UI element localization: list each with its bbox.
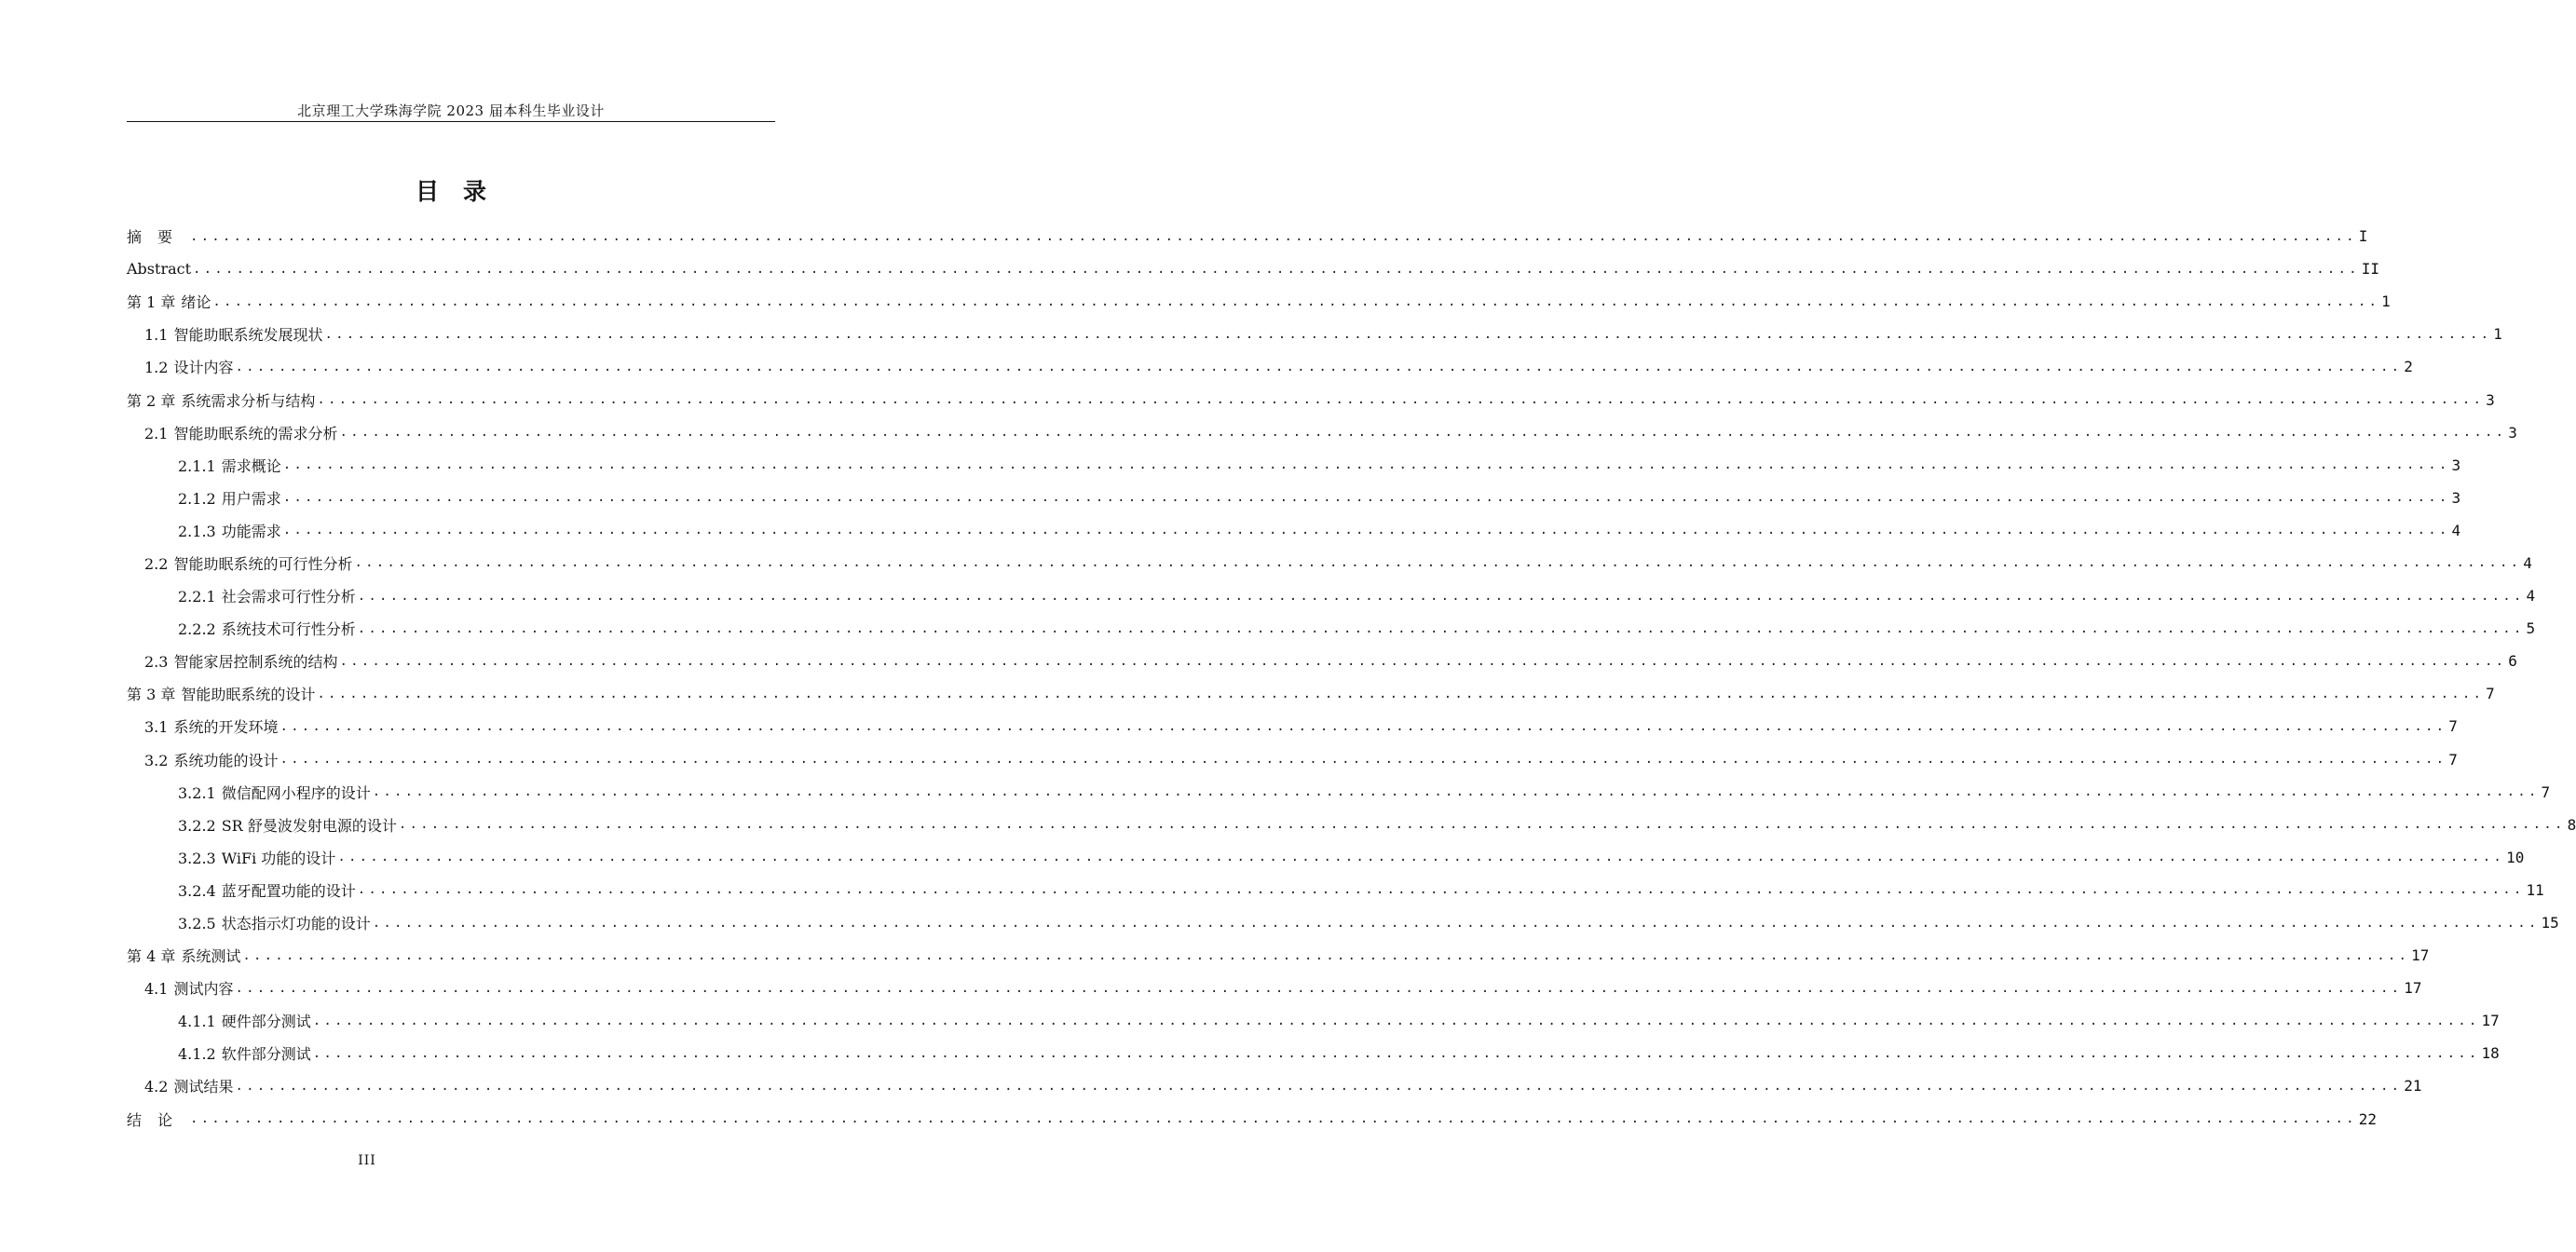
table-of-contents: [127, 220, 2576, 1136]
dot-leader: ........................................................................................................................................................................................................: [190, 1111, 2357, 1127]
dot-leader: ........................................................................................................................................................................................................: [282, 490, 2450, 506]
toc-entry-label: [178, 782, 371, 803]
header-rule: [127, 121, 775, 122]
toc-entry-label: [144, 552, 352, 574]
toc-entry-text: 测试内容: [173, 980, 234, 999]
toc-entry-page: 18: [2481, 1044, 2500, 1063]
toc-entry[interactable]: [127, 677, 2495, 710]
toc-entry-text: 系统测试: [181, 947, 241, 966]
toc-entry-page: 10: [2506, 848, 2525, 866]
toc-entry-label: [178, 1042, 311, 1064]
dot-leader: ........................................................................................................................................................................................................: [279, 752, 2447, 768]
toc-entry[interactable]: [127, 285, 2391, 318]
toc-entry-number: 3.1: [144, 718, 169, 737]
toc-entry[interactable]: [127, 1103, 2378, 1136]
toc-entry-number: 3.2.2: [178, 816, 216, 835]
toc-entry-page: 3: [2486, 390, 2495, 409]
dot-leader: ........................................................................................................................................................................................................: [357, 882, 2525, 898]
toc-entry-page: 21: [2404, 1077, 2422, 1096]
dot-leader: ........................................................................................................................................................................................................: [339, 653, 2507, 669]
toc-entry-page: 17: [2411, 946, 2430, 965]
toc-entry-text: 功能需求: [221, 522, 281, 540]
toc-entry-label: [127, 683, 315, 704]
toc-entry[interactable]: [127, 579, 2536, 612]
toc-entry-text: SR 舒曼波发射电源的设计: [221, 816, 397, 835]
dot-leader: ........................................................................................................................................................................................................: [190, 228, 2357, 244]
dot-leader: ........................................................................................................................................................................................................: [279, 718, 2447, 734]
dot-leader: ........................................................................................................................................................................................................: [339, 425, 2507, 441]
toc-entry[interactable]: [127, 710, 2458, 742]
toc-entry[interactable]: [127, 547, 2532, 579]
toc-entry-label: [144, 323, 322, 345]
toc-entry-label: [144, 749, 278, 770]
toc-entry-text: 用户需求: [221, 489, 281, 508]
toc-entry-page: 7: [2486, 685, 2495, 703]
toc-entry-number: 1.2: [144, 359, 169, 377]
toc-entry-label: [178, 618, 356, 639]
toc-entry[interactable]: [127, 1037, 2500, 1069]
toc-entry-number: 2.1.2: [178, 489, 216, 508]
toc-entry-text: 测试结果: [173, 1078, 234, 1096]
toc-entry-number: 第 2 章: [127, 391, 176, 410]
toc-entry-number: 第 4 章: [127, 947, 176, 966]
toc-entry-page: 4: [2526, 587, 2536, 606]
toc-entry[interactable]: [127, 449, 2461, 482]
toc-entry-number: 3.2.5: [178, 915, 216, 933]
toc-entry-page: 11: [2526, 880, 2544, 899]
toc-entry-number: 2.2.2: [178, 620, 216, 639]
dot-leader: ........................................................................................................................................................................................................: [212, 293, 2380, 309]
toc-entry-label: [178, 487, 281, 509]
toc-entry-number: 2.2.1: [178, 588, 216, 606]
toc-entry-number: 第 1 章: [127, 293, 176, 312]
toc-entry-label: [127, 1109, 188, 1130]
toc-entry-number: 2.1.3: [178, 522, 216, 540]
toc-entry-text: 绪论: [181, 293, 211, 312]
toc-entry-text: WiFi 功能的设计: [221, 849, 336, 867]
dot-leader: ........................................................................................................................................................................................................: [337, 850, 2505, 865]
toc-entry-label: [144, 1075, 233, 1096]
toc-entry-number: 4.1: [144, 980, 169, 999]
dot-leader: ........................................................................................................................................................................................................: [357, 588, 2525, 604]
dot-leader: ........................................................................................................................................................................................................: [193, 261, 2360, 277]
toc-entry-number: 3.2.4: [178, 881, 216, 900]
toc-entry-number: 3.2.3: [178, 849, 216, 867]
toc-entry-label: [127, 945, 240, 966]
toc-entry-page: 3: [2451, 488, 2461, 507]
toc-entry[interactable]: [127, 809, 2576, 841]
toc-entry-label: [178, 847, 335, 868]
toc-entry-text: 系统技术可行性分析: [221, 620, 356, 639]
toc-entry-number: 4.1.2: [178, 1045, 216, 1064]
toc-entry[interactable]: [127, 220, 2368, 252]
toc-entry-number: 1.1: [144, 326, 169, 345]
toc-entry-label: [144, 715, 278, 737]
toc-entry[interactable]: [127, 972, 2422, 1004]
toc-entry-page: 2: [2404, 358, 2413, 376]
toc-entry-page: 17: [2404, 979, 2422, 998]
toc-entry-text: 设计内容: [173, 359, 234, 377]
toc-entry-label: [178, 455, 281, 476]
toc-entry-number: 第 3 章: [127, 686, 176, 704]
toc-entry-text: 硬件部分测试: [221, 1013, 311, 1031]
toc-entry-page: I: [2358, 227, 2368, 246]
toc-entry-number: 2.1: [144, 424, 169, 442]
dot-leader: ........................................................................................................................................................................................................: [372, 915, 2540, 931]
toc-entry-page: II: [2361, 260, 2380, 279]
toc-entry[interactable]: [127, 743, 2458, 776]
dot-leader: ........................................................................................................................................................................................................: [324, 326, 2492, 342]
toc-entry-number: 4.2: [144, 1078, 169, 1096]
toc-entry-text: 系统需求分析与结构: [181, 391, 316, 410]
toc-entry-label: [178, 879, 356, 901]
toc-entry[interactable]: [127, 906, 2559, 939]
dot-leader: ........................................................................................................................................................................................................: [372, 784, 2540, 800]
toc-entry-text: 智能助眠系统的需求分析: [173, 424, 338, 442]
dot-leader: ........................................................................................................................................................................................................: [282, 523, 2450, 538]
toc-entry-page: 8: [2567, 815, 2576, 834]
toc-entry[interactable]: [127, 939, 2430, 972]
toc-entry-page: 7: [2448, 750, 2458, 769]
toc-entry[interactable]: [127, 252, 2380, 285]
toc-entry-label: [144, 422, 337, 443]
toc-entry-number: 2.3: [144, 653, 169, 672]
toc-entry-label: [144, 650, 337, 672]
toc-entry-page: 1: [2493, 325, 2502, 344]
toc-entry-text: 蓝牙配置功能的设计: [221, 881, 356, 900]
toc-entry-label: [127, 225, 188, 247]
toc-entry[interactable]: [127, 841, 2525, 874]
dot-leader: ........................................................................................................................................................................................................: [235, 359, 2403, 374]
dot-leader: ........................................................................................................................................................................................................: [235, 980, 2403, 996]
toc-entry[interactable]: [127, 612, 2536, 645]
toc-entry[interactable]: [127, 874, 2544, 906]
toc-entry-page: 17: [2481, 1012, 2500, 1030]
toc-entry-number: 4.1.1: [178, 1013, 216, 1031]
dot-leader: ........................................................................................................................................................................................................: [354, 555, 2522, 571]
toc-entry-text: 智能助眠系统的设计: [181, 686, 316, 704]
toc-entry-text: 系统的开发环境: [173, 718, 279, 737]
toc-entry-page: 22: [2358, 1109, 2378, 1128]
toc-entry-text: 结论: [127, 1110, 189, 1129]
toc-entry-label: [178, 814, 397, 836]
toc-entry-text: 软件部分测试: [221, 1045, 311, 1064]
toc-entry-page: 6: [2508, 652, 2517, 671]
toc-entry-text: 摘要: [127, 228, 189, 247]
dot-leader: ........................................................................................................................................................................................................: [317, 392, 2485, 408]
toc-entry[interactable]: [127, 416, 2517, 449]
toc-entry-label: [144, 356, 233, 377]
toc-entry-text: 系统功能的设计: [173, 751, 279, 769]
toc-entry[interactable]: [127, 514, 2461, 547]
toc-entry-label: [178, 1010, 311, 1031]
toc-entry-text: 状态指示灯功能的设计: [221, 915, 371, 933]
toc-entry-page: 3: [2451, 456, 2461, 474]
page-number: III: [358, 1153, 376, 1168]
toc-title: 目录: [415, 178, 511, 205]
toc-entry[interactable]: [127, 1069, 2422, 1102]
dot-leader: ........................................................................................................................................................................................................: [242, 947, 2410, 963]
toc-entry-number: 2.1.1: [178, 456, 216, 475]
toc-entry[interactable]: [127, 318, 2502, 350]
dot-leader: ........................................................................................................................................................................................................: [312, 1013, 2480, 1028]
toc-entry[interactable]: [127, 482, 2461, 514]
toc-entry-page: 7: [2448, 717, 2458, 736]
toc-entry-label: [127, 260, 191, 278]
toc-entry-label: [144, 977, 233, 999]
dot-leader: ........................................................................................................................................................................................................: [312, 1045, 2480, 1061]
toc-entry-page: 4: [2523, 553, 2532, 572]
toc-entry-label: [178, 520, 281, 541]
running-header: 北京理工大学珠海学院 2023 届本科生毕业设计: [297, 102, 605, 119]
toc-entry-text: 智能助眠系统的可行性分析: [173, 554, 353, 573]
toc-entry-page: 5: [2526, 619, 2536, 638]
toc-entry-text: 微信配网小程序的设计: [221, 783, 371, 802]
toc-entry-label: [178, 585, 356, 606]
toc-entry-text: 社会需求可行性分析: [221, 588, 356, 606]
dot-leader: ........................................................................................................................................................................................................: [282, 457, 2450, 473]
dot-leader: ........................................................................................................................................................................................................: [357, 620, 2525, 636]
toc-entry-page: 3: [2508, 423, 2517, 442]
toc-entry-label: [127, 389, 315, 411]
toc-entry[interactable]: [127, 350, 2413, 383]
toc-entry-text: Abstract: [127, 260, 192, 279]
dot-leader: ........................................................................................................................................................................................................: [235, 1078, 2403, 1094]
dot-leader: ........................................................................................................................................................................................................: [398, 817, 2566, 833]
toc-entry-number: 2.2: [144, 554, 169, 573]
toc-entry-page: 7: [2541, 782, 2551, 801]
toc-entry-number: 3.2.1: [178, 783, 216, 802]
toc-entry-text: 智能助眠系统发展现状: [173, 326, 323, 345]
toc-entry-label: [127, 291, 211, 312]
toc-entry-page: 1: [2381, 293, 2391, 311]
toc-entry-text: 需求概论: [221, 456, 281, 475]
toc-entry-number: 3.2: [144, 751, 169, 769]
toc-entry[interactable]: [127, 776, 2551, 809]
toc-entry-page: 15: [2541, 914, 2559, 932]
toc-entry-text: 智能家居控制系统的结构: [173, 653, 338, 672]
toc-entry-page: 4: [2451, 521, 2461, 539]
toc-entry[interactable]: [127, 645, 2517, 677]
toc-entry-label: [178, 912, 371, 933]
toc-entry[interactable]: [127, 1004, 2500, 1037]
toc-entry[interactable]: [127, 383, 2495, 415]
dot-leader: ........................................................................................................................................................................................................: [317, 686, 2485, 701]
